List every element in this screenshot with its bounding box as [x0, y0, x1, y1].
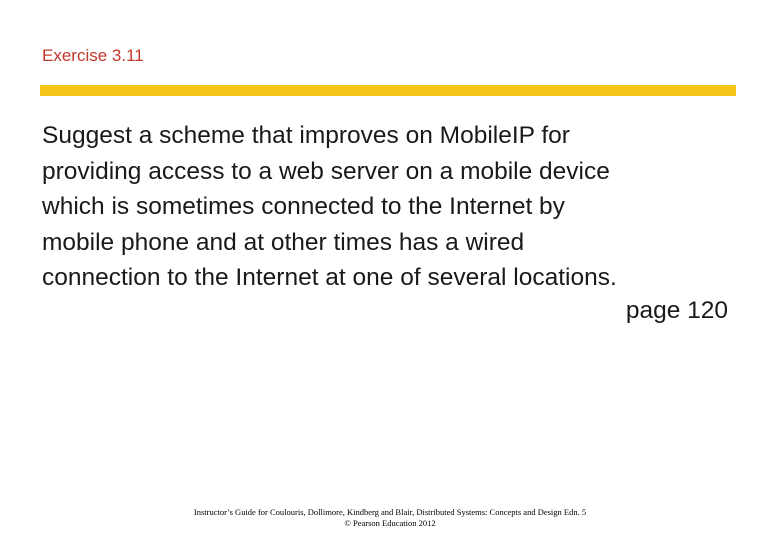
question-line: connection to the Internet at one of several locations.: [42, 264, 617, 291]
slide-footer: [0, 507, 780, 529]
footer-citation: Instructor’s Guide for Coulouris, Dollimore, Kindberg and Blair, Distributed Systems: Concepts and Design Edn. 5: [193, 507, 587, 517]
question-line: Suggest a scheme that improves on MobileIP for: [42, 122, 570, 149]
footer-copyright: © Pearson Education 2012: [344, 518, 436, 528]
page-reference: page 120: [625, 297, 728, 324]
question-line: which is sometimes connected to the Internet by: [42, 193, 565, 220]
exercise-question: [42, 118, 742, 296]
slide-title: Exercise 3.11: [42, 46, 144, 65]
title-accent-bar: [40, 85, 736, 96]
question-line: mobile phone and at other times has a wired: [42, 228, 525, 256]
question-line: providing access to a web server on a mobile device: [42, 157, 610, 185]
